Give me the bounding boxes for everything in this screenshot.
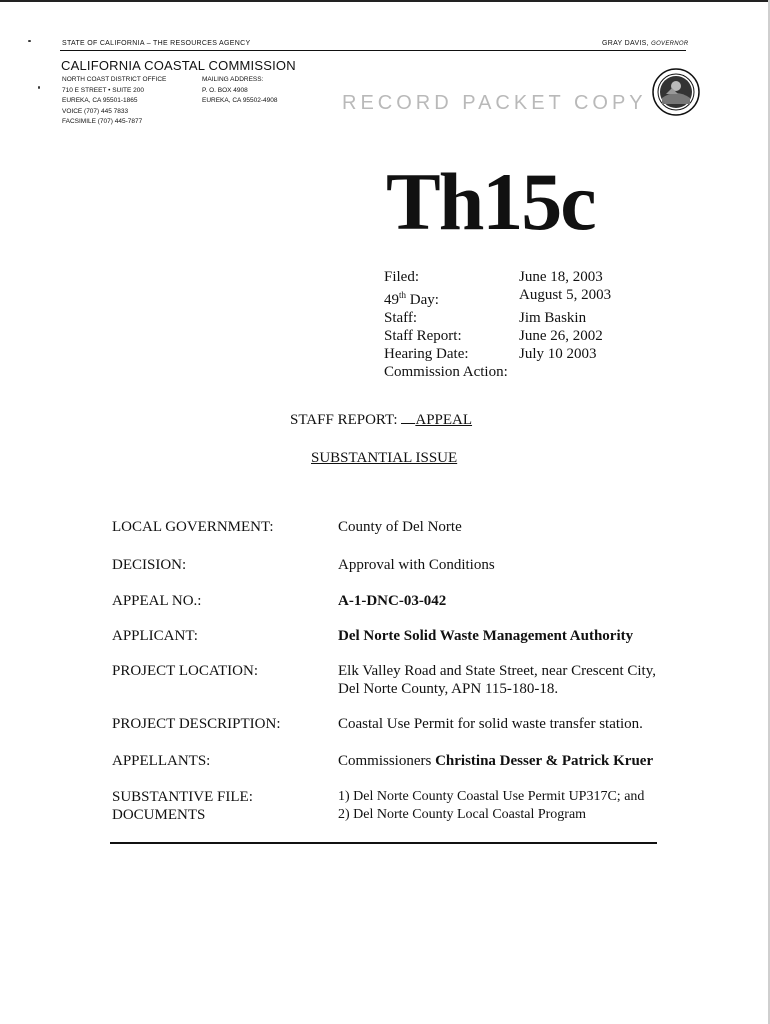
meta-value: June 26, 2002 xyxy=(519,328,603,344)
report-title-prefix: STAFF REPORT: xyxy=(290,412,398,428)
info-label: SUBSTANTIVE FILE: DOCUMENTS xyxy=(112,789,253,823)
info-row-local-government xyxy=(112,518,656,556)
meta-label: Hearing Date: xyxy=(384,346,469,362)
info-row-appellants xyxy=(112,752,656,788)
meta-row xyxy=(384,327,611,345)
scan-speck xyxy=(28,40,31,42)
report-subtitle: SUBSTANTIAL ISSUE xyxy=(311,450,458,466)
info-value: A-1-DNC-03-042 xyxy=(338,593,447,609)
mailing-line: MAILING ADDRESS: xyxy=(202,76,264,83)
report-title xyxy=(290,412,472,429)
info-label: PROJECT LOCATION: xyxy=(112,663,258,679)
info-row-substantive-file xyxy=(112,788,656,824)
office-line: EUREKA, CA 95501-1865 xyxy=(62,97,138,104)
governor-name: GRAY DAVIS, xyxy=(602,40,649,47)
info-value: Del Norte Solid Waste Management Authority xyxy=(338,628,634,644)
office-line: FACSIMILE (707) 445-7877 xyxy=(62,118,143,125)
info-row-applicant xyxy=(112,627,656,662)
commission-name: CALIFORNIA COASTAL COMMISSION xyxy=(61,58,296,73)
info-label: APPELLANTS: xyxy=(112,753,211,769)
info-label: DECISION: xyxy=(112,557,187,573)
info-row-project-location xyxy=(112,662,656,715)
mailing-address xyxy=(202,75,278,107)
info-value: Approval with Conditions xyxy=(338,557,495,573)
filing-metadata xyxy=(384,268,611,381)
meta-label: Staff Report: xyxy=(384,328,462,344)
meta-value: July 10 2003 xyxy=(519,346,597,362)
meta-row xyxy=(384,268,611,286)
info-label: LOCAL GOVERNMENT: xyxy=(112,519,274,535)
scan-speck xyxy=(38,86,40,89)
meta-value: August 5, 2003 xyxy=(519,287,612,303)
meta-row xyxy=(384,309,611,327)
mailing-line: P. O. BOX 4908 xyxy=(202,86,248,94)
record-packet-stamp: RECORD PACKET COPY xyxy=(342,92,647,114)
info-value: Coastal Use Permit for solid waste transfer station. xyxy=(338,716,643,732)
agenda-item-code: Th15c xyxy=(386,156,595,247)
info-value: Commissioners Christina Desser & Patrick Kruer xyxy=(338,753,654,769)
info-label: APPEAL NO.: xyxy=(112,593,202,609)
report-type: APPEAL xyxy=(415,412,473,428)
office-line: NORTH COAST DISTRICT OFFICE xyxy=(62,76,167,83)
meta-value: June 18, 2003 xyxy=(519,269,603,285)
info-row-appeal-no xyxy=(112,592,656,627)
meta-row xyxy=(384,363,611,381)
project-info-table xyxy=(112,518,656,824)
office-line: VOICE (707) 445 7833 xyxy=(62,107,129,115)
info-label: PROJECT DESCRIPTION: xyxy=(112,716,281,732)
info-value: County of Del Norte xyxy=(338,519,462,535)
meta-label: Filed: xyxy=(384,269,420,285)
meta-row xyxy=(384,286,611,309)
meta-label: Staff: xyxy=(384,310,418,326)
meta-value: Jim Baskin xyxy=(519,310,587,326)
page-top-edge xyxy=(0,0,770,2)
info-row-decision xyxy=(112,556,656,592)
meta-label: Commission Action: xyxy=(384,364,508,380)
meta-label: 49th Day: xyxy=(384,290,439,308)
governor-line xyxy=(602,40,689,47)
header-rule xyxy=(60,50,686,51)
info-row-project-description xyxy=(112,715,656,752)
footer-rule xyxy=(110,842,657,844)
info-label: APPLICANT: xyxy=(112,628,198,644)
agency-line: STATE OF CALIFORNIA – THE RESOURCES AGENCY xyxy=(62,40,251,47)
governor-title: GOVERNOR xyxy=(651,41,689,47)
office-address xyxy=(62,75,166,128)
office-line: 710 E STREET • SUITE 200 xyxy=(62,86,144,94)
info-value: Elk Valley Road and State Street, near Crescent City, Del Norte County, APN 115-180-18. xyxy=(338,663,656,697)
state-seal-icon xyxy=(652,68,700,116)
mailing-line: EUREKA, CA 95502-4908 xyxy=(202,97,278,104)
meta-row xyxy=(384,345,611,363)
info-value: 1) Del Norte County Coastal Use Permit UP317C; and 2) Del Norte County Local Coastal Program xyxy=(338,789,645,822)
